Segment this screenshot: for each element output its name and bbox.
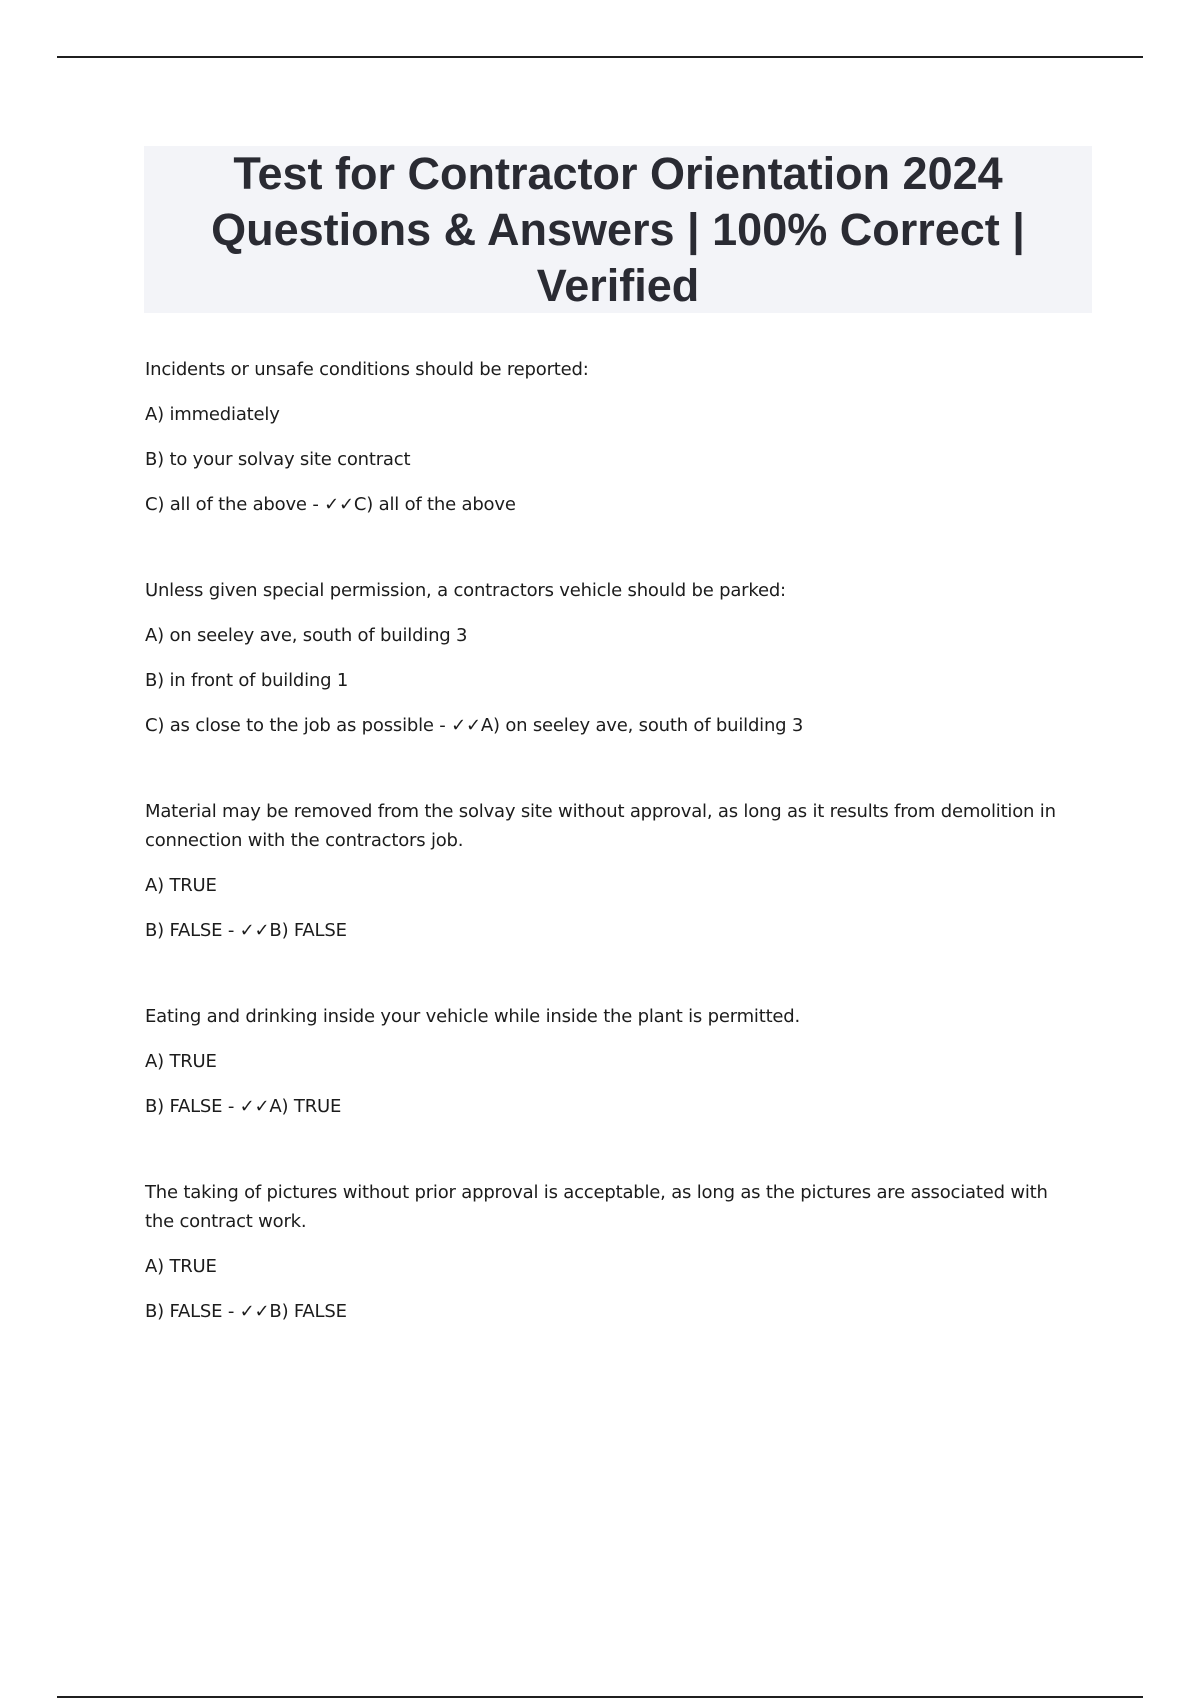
answer-option-with-key: C) as close to the job as possible - ✓✓A) on seeley ave, south of building 3 <box>145 715 804 736</box>
question-block <box>145 576 1075 740</box>
footer-rule <box>57 1696 1143 1698</box>
title-banner <box>144 146 1092 313</box>
question-text: Incidents or unsafe conditions should be reported: <box>145 359 589 380</box>
question-text: Material may be removed from the solvay site without approval, as long as it results from demolition in connection with the contractors job. <box>145 801 1056 851</box>
question-text: Unless given special permission, a contractors vehicle should be parked: <box>145 580 786 601</box>
answer-option: B) in front of building 1 <box>145 670 349 691</box>
answer-option-with-key: B) FALSE - ✓✓B) FALSE <box>145 1301 347 1322</box>
question-block <box>145 355 1075 519</box>
answer-option: A) TRUE <box>145 875 217 896</box>
answer-option-with-key: B) FALSE - ✓✓A) TRUE <box>145 1096 342 1117</box>
question-list <box>145 355 1075 1383</box>
header-rule <box>57 56 1143 58</box>
answer-option: A) TRUE <box>145 1256 217 1277</box>
answer-option: B) to your solvay site contract <box>145 449 411 470</box>
answer-option-with-key: B) FALSE - ✓✓B) FALSE <box>145 920 347 941</box>
document-title: Test for Contractor Orientation 2024 Questions & Answers | 100% Correct | Verified <box>211 147 1025 311</box>
answer-option: A) on seeley ave, south of building 3 <box>145 625 468 646</box>
question-block <box>145 1178 1075 1326</box>
answer-option: A) TRUE <box>145 1051 217 1072</box>
answer-option-with-key: C) all of the above - ✓✓C) all of the above <box>145 494 516 515</box>
question-text: The taking of pictures without prior approval is acceptable, as long as the pictures are associated with the contract work. <box>145 1182 1048 1232</box>
question-block <box>145 1002 1075 1121</box>
question-text: Eating and drinking inside your vehicle while inside the plant is permitted. <box>145 1006 801 1027</box>
question-block <box>145 797 1075 945</box>
answer-option: A) immediately <box>145 404 280 425</box>
